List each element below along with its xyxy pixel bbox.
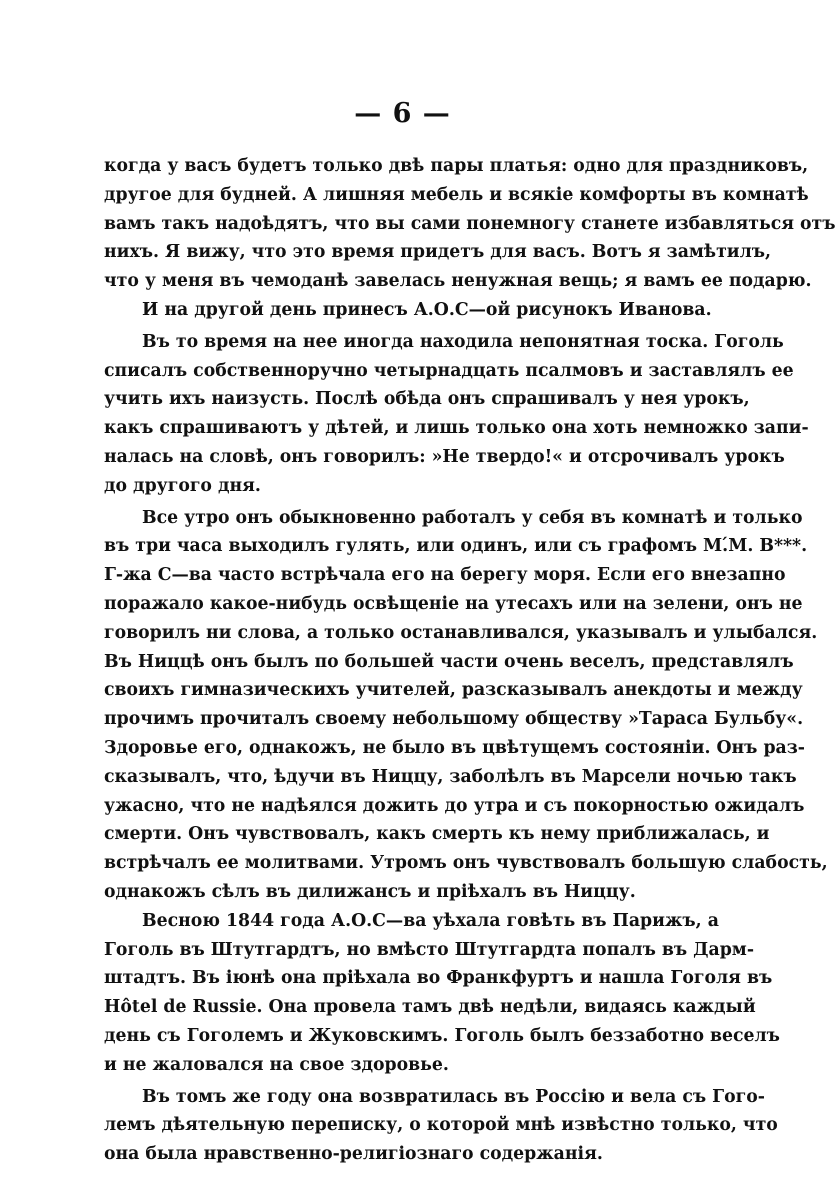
text-line: день съ Гоголемъ и Жуковскимъ. Гоголь былъ беззаботно веселъ [104, 1025, 780, 1046]
text-line: говорилъ ни слова, а только останавливался, указывалъ и улыбался. [104, 622, 818, 643]
text-line: Въ томъ же году она возвратилась въ Россію и вела съ Гого- [142, 1086, 765, 1107]
text-line: Гоголь въ Штутгардтъ, но вмѣсто Штутгардта попалъ въ Дарм- [104, 939, 754, 960]
text-line: учить ихъ наизусть. Послѣ обѣда онъ спрашивалъ у нея урокъ, [104, 389, 750, 410]
text-line: Hôtel de Russie. Она провела тамъ двѣ недѣли, видаясь каждый [104, 997, 756, 1018]
page-number: — 6 — [354, 98, 451, 129]
text-line: смерти. Онъ чувствовалъ, какъ смерть къ нему приближалась, и [104, 824, 770, 845]
text-line: нихъ. Я вижу, что это время придетъ для васъ. Вотъ я замѣтилъ, [104, 242, 772, 263]
text-line: Весною 1844 года А.О.С—ва уѣхала говѣть въ Парижъ, а [142, 910, 719, 931]
text-line: ужасно, что не надѣялся дожить до утра и съ покорностью ожидалъ [104, 795, 805, 816]
text-line: прочимъ прочиталъ своему небольшому обществу »Тараса Бульбу«. [104, 709, 804, 730]
text-line: сказывалъ, что, ѣдучи въ Ниццу, заболѣлъ въ Марсели ночью такъ [104, 766, 797, 787]
text-line: однакожъ сѣлъ въ дилижансъ и пріѣхалъ въ Ниццу. [104, 881, 636, 902]
paragraph-3 [104, 328, 809, 501]
paragraph-4 [104, 504, 828, 907]
text-line: когда у васъ будетъ только двѣ пары платья: одно для праздниковъ, [104, 156, 809, 176]
text-line: Все утро онъ обыкновенно работалъ у себя въ комнатѣ и только [142, 507, 803, 528]
text-line: Здоровье его, однакожъ, не было въ цвѣтущемъ состояніи. Онъ раз- [104, 737, 805, 758]
text-line: лемъ дѣятельную переписку, о которой мнѣ извѣстно только, что [104, 1115, 778, 1136]
text-line: до другого дня. [104, 475, 261, 496]
text-line: списалъ собственноручно четырнадцать псалмовъ и заставлялъ ее [104, 360, 794, 381]
text-line: что у меня въ чемоданѣ завелась ненужная вещь; я вамъ ее подарю. [104, 271, 812, 292]
text-line: Въ то время на нее иногда находила непонятная тоска. Гоголь [142, 331, 784, 352]
paragraph-6 [104, 1083, 778, 1169]
text-line: налась на словѣ, онъ говорилъ: »Не твердо!« и отсрочивалъ урокъ [104, 446, 785, 467]
text-line: другое для будней. А лишняя мебель и всякіе комфорты въ комнатѣ [104, 184, 809, 205]
text-line: штадтъ. Въ іюнѣ она пріѣхала во Франкфуртъ и нашла Гоголя въ [104, 968, 773, 989]
text-line: какъ спрашиваютъ у дѣтей, и лишь только она хоть немножко запи- [104, 418, 809, 439]
text-line: Въ Ниццѣ онъ былъ по большей части очень веселъ, представлялъ [104, 651, 794, 672]
text-line: она была нравственно-религіознаго содержанія. [104, 1144, 603, 1165]
text-line: и не жаловался на свое здоровье. [104, 1054, 449, 1075]
body-text [104, 152, 836, 1169]
text-line: Г-жа С—ва часто встрѣчала его на берегу моря. Если его внезапно [104, 565, 786, 586]
paragraph-1 [104, 152, 836, 296]
text-line: въ три часа выходилъ гулять, или одинъ, или съ графомъ М.́М. В***. [104, 536, 808, 557]
text-line: И на другой день принесъ А.О.С—ой рисунокъ Иванова. [142, 299, 712, 320]
text-line: поражало какое-нибудь освѣщеніе на утесахъ или на зелени, онъ не [104, 593, 803, 614]
text-line: встрѣчалъ ее молитвами. Утромъ онъ чувствовалъ большую слабость, [104, 853, 828, 874]
paragraph-2 [104, 296, 712, 325]
text-line: вамъ такъ надоѣдятъ, что вы сами понемногу станете избавляться отъ [104, 213, 836, 234]
text-line: своихъ гимназическихъ учителей, разсказывалъ анекдоты и между [104, 680, 803, 701]
paragraph-5 [104, 907, 780, 1080]
